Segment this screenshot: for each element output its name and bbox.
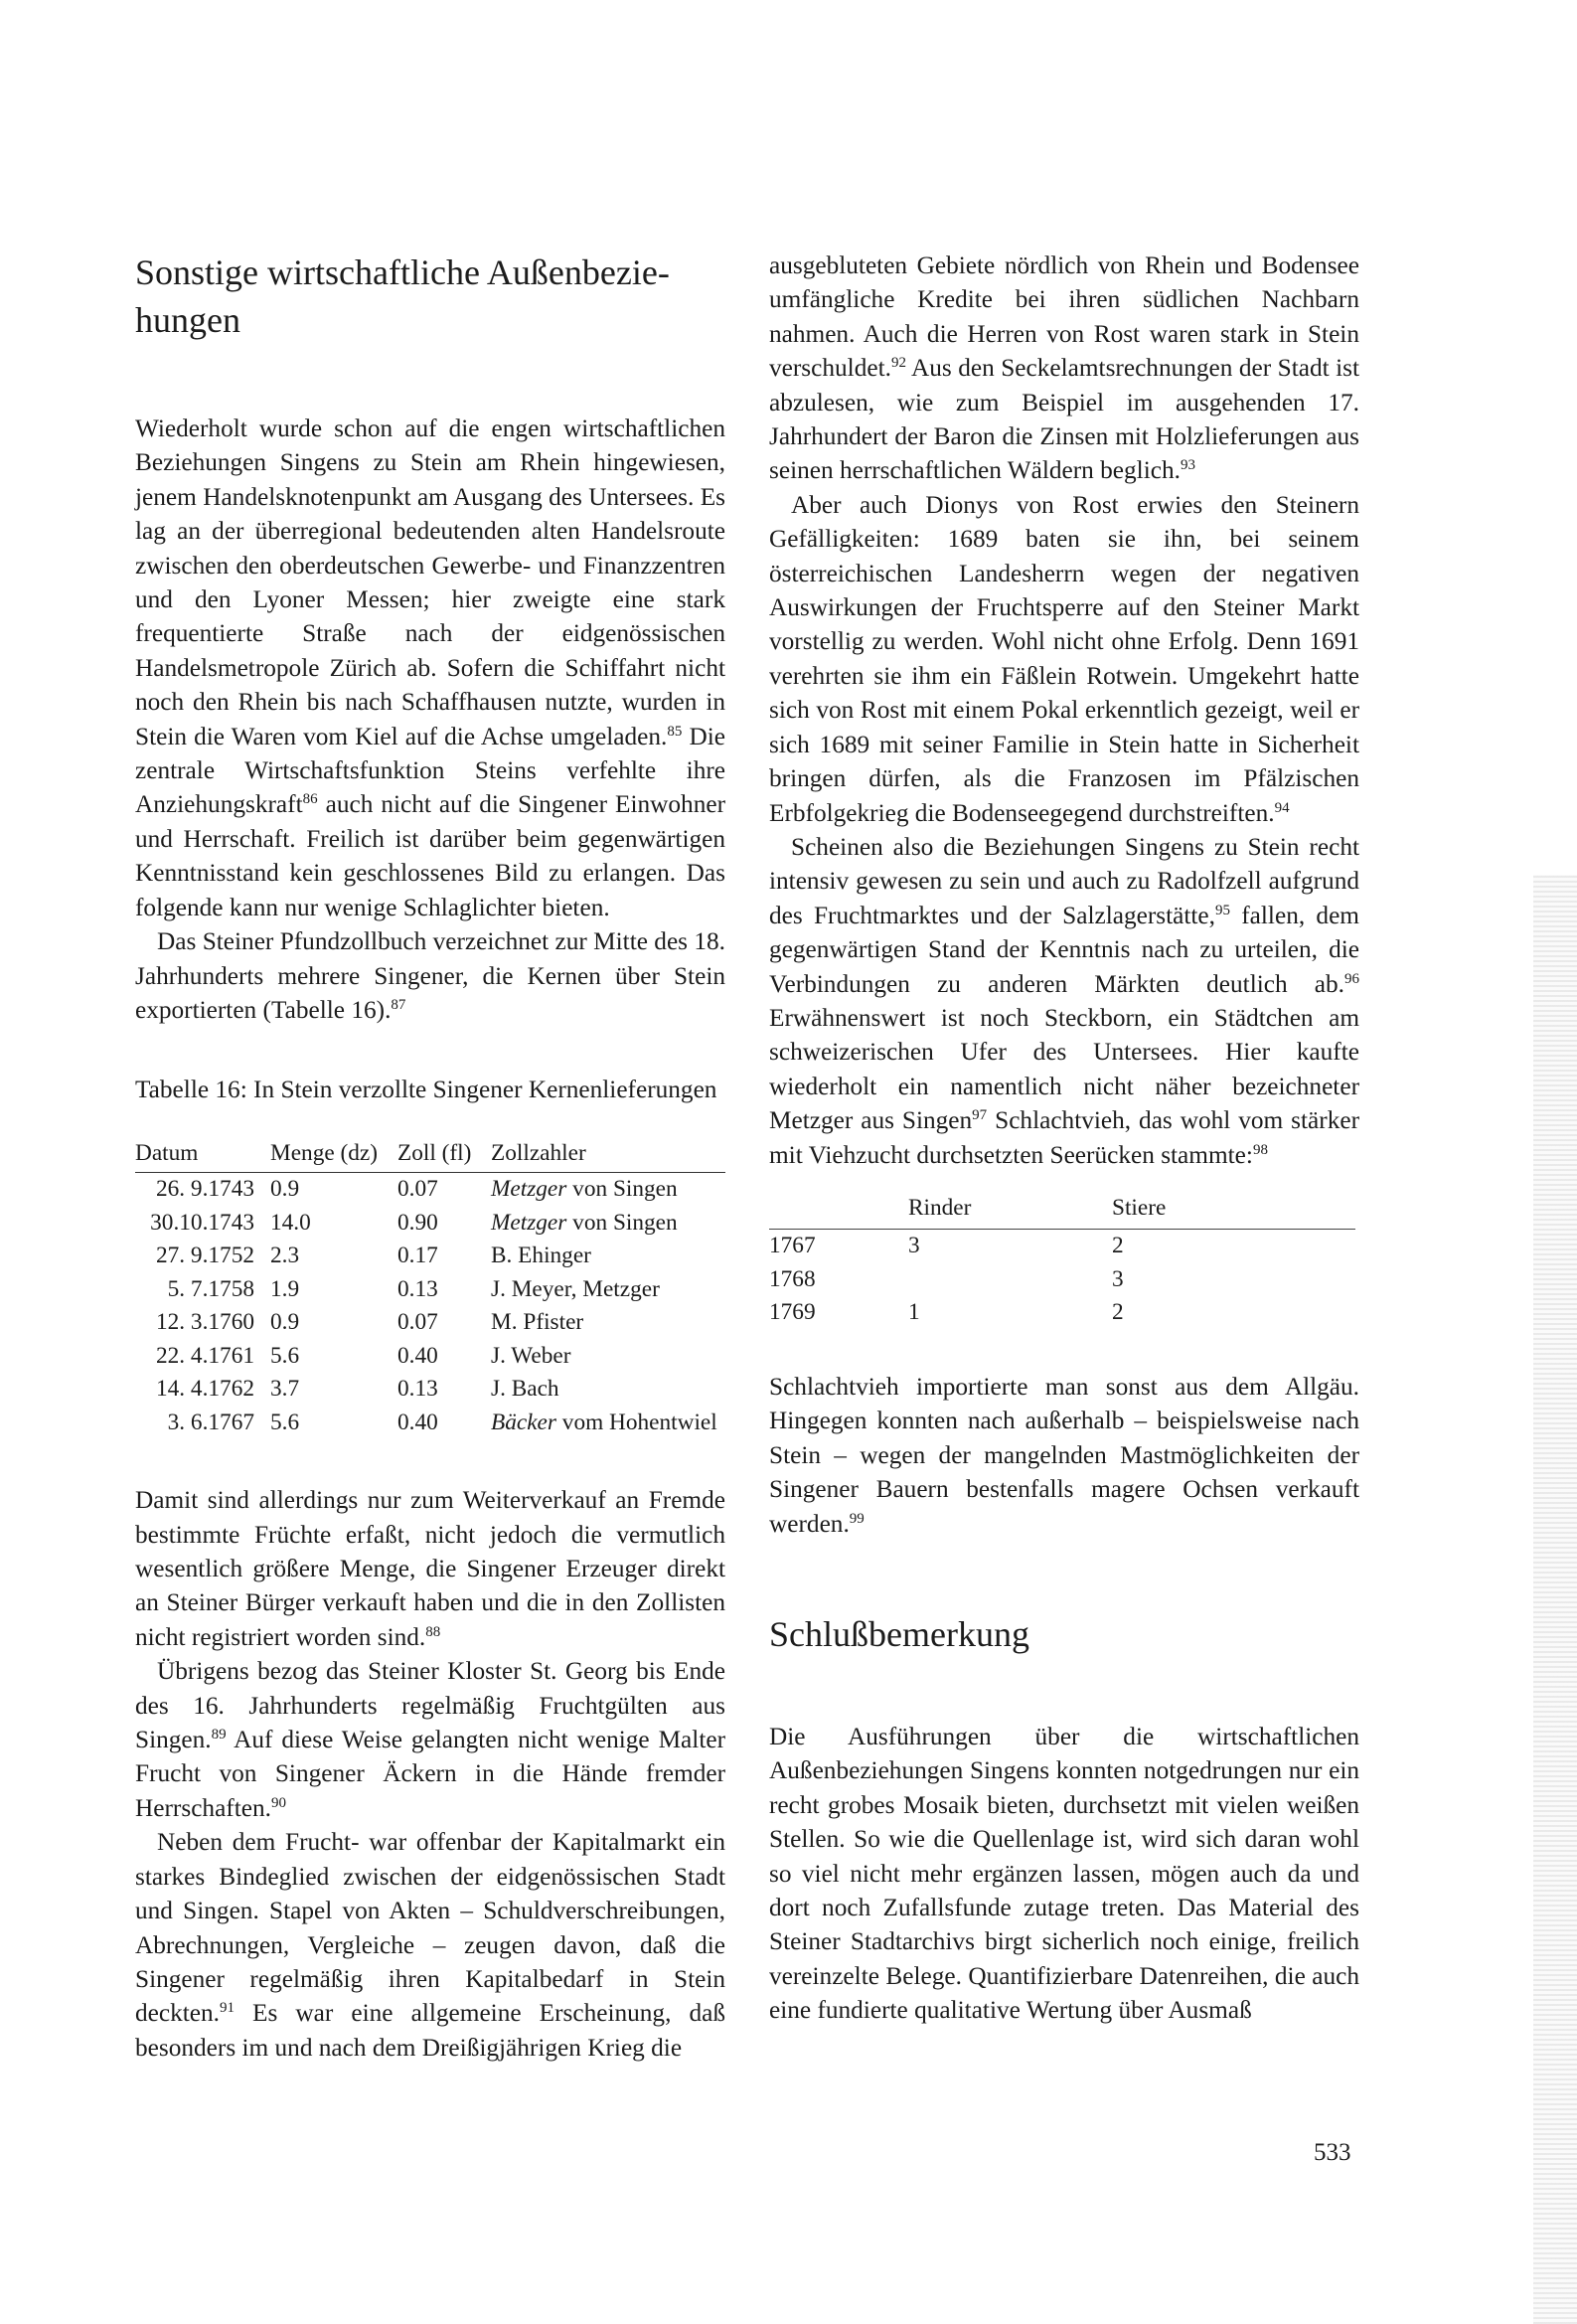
footnote-ref[interactable]: 88 bbox=[425, 1623, 441, 1640]
table-cell: 0.07 bbox=[397, 1309, 438, 1336]
table-cell bbox=[491, 1207, 725, 1241]
payer-name: von Singen bbox=[566, 1209, 678, 1236]
footnote-ref[interactable]: 90 bbox=[270, 1794, 286, 1811]
column-header: Datum bbox=[135, 1137, 264, 1173]
page-number: 533 bbox=[1314, 2139, 1351, 2166]
table-header-row bbox=[135, 1137, 725, 1173]
table-cell: 12. 3.1760 bbox=[155, 1309, 254, 1336]
occupation: Bäcker bbox=[491, 1409, 556, 1435]
section-heading: Schlußbemerkung bbox=[769, 1614, 1029, 1654]
table-row bbox=[135, 1340, 725, 1374]
payer-name: J. Meyer, Metzger bbox=[491, 1275, 660, 1302]
footnote-ref[interactable]: 97 bbox=[972, 1107, 988, 1124]
table-cell: 2 bbox=[1112, 1233, 1124, 1259]
table-cell bbox=[491, 1340, 725, 1374]
table-cell: 5. 7.1758 bbox=[167, 1275, 254, 1302]
paragraph: ausgebluteten Gebiete nördlich von Rhein und Bodensee umfängliche Kredite bei ihren südlichen Nachbarn nahmen. Auch die Herren von Rost waren stark in Stein verschuldet.$^{92}$ Aus den Seckelamtsrechnungen der Stadt ist abzulesen, wie zum Beispiel im ausgehenden 17. Jahrhundert der Baron die Zinsen mit Holzlieferungen aus seinen herrschaftlichen Wäldern beglich.$^{93}$ bbox=[769, 251, 1359, 485]
table-row bbox=[769, 1263, 1355, 1297]
payer-name: vom Hohentwiel bbox=[555, 1409, 717, 1435]
paragraph: Wiederholt wurde schon auf die engen wirtschaftlichen Beziehungen Singens zu Stein am Rhein hingewiesen, jenem Handelsknotenpunkt am Ausgang des Untersees. Es lag an der überregional bedeutenden alten Handelsroute zwischen den oberdeutschen Gewerbe- und Finanzzentren und den Lyoner Messen; hier zweigte eine stark frequentierte Straße nach der eidgenössischen Handelsmetropole Zürich ab. Sofern die Schiffahrt nicht noch den Rhein bis nach Schaffhausen nutzte, wurden in Stein die Waren vom Kiel auf die Achse umgeladen.$^{85}$ Die zentrale Wirtschaftsfunktion Steins verfehlte ihre Anziehungskraft$^{86}$ auch nicht auf die Singener Einwohner und Herrschaft. Freilich ist darüber beim gegenwärtigen Kenntnisstand kein geschlossenes Bild zu erlangen. Das folgende kann nur wenige Schlaglichter bieten. bbox=[135, 415, 725, 921]
table-cell bbox=[908, 1263, 1112, 1297]
table-caption: Tabelle 16: In Stein verzollte Singener Kernenlieferungen bbox=[135, 1076, 717, 1104]
table-cell bbox=[491, 1173, 725, 1207]
table-cell: 3.7 bbox=[270, 1376, 300, 1403]
table-row bbox=[135, 1273, 725, 1307]
payer-name: M. Pfister bbox=[491, 1309, 584, 1336]
cattle-table bbox=[769, 1192, 1355, 1330]
footnote-ref[interactable]: 94 bbox=[1274, 799, 1290, 816]
table-cell: 1 bbox=[908, 1299, 920, 1326]
table-row bbox=[135, 1306, 725, 1340]
paragraph: Aber auch Dionys von Rost erwies den Steinern Gefälligkeiten: 1689 baten sie ihn, bei seinem österreichischen Landesherrn wegen der negativen Auswirkungen der Fruchtsperre auf den Steiner Markt vorstellig zu werden. Wohl nicht ohne Erfolg. Denn 1691 verehrten sie ihm ein Fäßlein Rotwein. Umgekehrt hatte sich von Rost mit einem Pokal erkenntlich gezeigt, weil er sich 1689 mit seiner Familie in Stein hatte in Sicherheit bringen dürfen, als die Franzosen im Pfälzischen Erbfolgekrieg die Bodenseegegend durchstreiften.$^{94}$ bbox=[769, 490, 1359, 827]
table-row bbox=[135, 1173, 725, 1207]
footnote-ref[interactable]: 91 bbox=[219, 2000, 235, 2017]
table-cell bbox=[491, 1240, 725, 1273]
table-cell: 2 bbox=[1112, 1299, 1124, 1326]
table-cell: 2.3 bbox=[270, 1243, 300, 1269]
table-cell: 0.9 bbox=[270, 1309, 300, 1336]
table-cell bbox=[491, 1273, 725, 1307]
paragraph: Die Ausführungen über die wirtschaftlichen Außenbeziehungen Singens konnten notgedrungen nur ein recht grobes Mosaik bieten, durchsetzt mit vielen weißen Stellen. So wie die Quellenlage ist, wird sich daran wohl so viel nicht mehr ergänzen lassen, mögen auch da und dort noch Zufallsfunde zutage treten. Das Material des Steiner Stadtarchivs birgt sicherlich noch einige, freilich vereinzelte Belege. Quantifizierbare Datenreihen, die auch eine fundierte qualitative Wertung über Ausmaß bbox=[769, 1723, 1359, 2025]
table-cell: 14. 4.1762 bbox=[155, 1376, 254, 1403]
footnote-ref[interactable]: 93 bbox=[1180, 457, 1195, 474]
table-cell bbox=[491, 1373, 725, 1407]
left-column bbox=[135, 249, 725, 2065]
table-cell: 14.0 bbox=[270, 1209, 311, 1236]
column-header: Menge (dz) bbox=[264, 1137, 397, 1173]
paragraph: Scheinen also die Beziehungen Singens zu Stein recht intensiv gewesen zu sein und auch zu Radolfzell aufgrund des Fruchtmarktes und der Salzlagerstätte,$^{95}$ fallen, dem gegenwärtigen Stand der Kenntnis nach zu urteilen, die Verbindungen zu anderen Märkten deutlich ab.$^{96}$ Erwähnenswert ist noch Steckborn, ein Städtchen am schweizerischen Ufer des Untersees. Hier kaufte wiederholt ein namentlich nicht näher bezeichneter Metzger aus Singen$^{97}$ Schlachtvieh, das wohl vom stärker mit Viehzucht durchsetzten Seerücken stammte:$^{98}$ bbox=[769, 832, 1360, 1169]
table-cell: 26. 9.1743 bbox=[155, 1176, 254, 1203]
footnote-ref[interactable]: 86 bbox=[302, 791, 318, 808]
table-cell: 3. 6.1767 bbox=[167, 1409, 254, 1435]
footnote-ref[interactable]: 85 bbox=[667, 723, 683, 740]
payer-name: von Singen bbox=[566, 1176, 678, 1203]
paragraph: Damit sind allerdings nur zum Weiterverkauf an Fremde bestimmte Früchte erfaßt, nicht jedoch die vermutlich wesentlich größere Menge, die Singener Erzeuger direkt an Steiner Bürger verkauft haben und die in den Zollisten nicht registriert worden sind.$^{88}$ bbox=[135, 1486, 725, 1651]
column-header: Stiere bbox=[1112, 1192, 1355, 1230]
table-row bbox=[135, 1373, 725, 1407]
table-row bbox=[769, 1230, 1355, 1263]
table-cell: 3 bbox=[1112, 1265, 1124, 1292]
table-cell: 0.9 bbox=[270, 1176, 300, 1203]
payer-name: B. Ehinger bbox=[491, 1243, 591, 1269]
table-cell: 3 bbox=[908, 1233, 920, 1259]
column-header bbox=[769, 1192, 908, 1230]
table-row bbox=[135, 1240, 725, 1273]
table-16 bbox=[135, 1137, 725, 1440]
table-cell: 27. 9.1752 bbox=[155, 1243, 254, 1269]
payer-name: J. Weber bbox=[491, 1342, 571, 1369]
table-cell: 5.6 bbox=[270, 1342, 300, 1369]
section-heading: Sonstige wirtschaftliche Außenbezie- hungen bbox=[135, 252, 670, 340]
table-cell: 1767 bbox=[769, 1233, 816, 1259]
paragraph: Neben dem Frucht- war offenbar der Kapitalmarkt ein starkes Bindeglied zwischen der eidgenössischen Stadt und Singen. Stapel von Akten – Schuldverschreibungen, Abrechnungen, Vergleiche – zeugen davon, daß die Singener regelmäßig ihren Kapitalbedarf in Stein deckten.$^{91}$ Es war eine allgemeine Erscheinung, daß besonders im und nach dem Dreißigjährigen Krieg die bbox=[135, 1828, 725, 2062]
footnote-ref[interactable]: 96 bbox=[1344, 970, 1359, 987]
table-cell: 30.10.1743 bbox=[150, 1209, 254, 1236]
payer-name: J. Bach bbox=[491, 1376, 559, 1403]
paragraph: Das Steiner Pfundzollbuch verzeichnet zur Mitte des 18. Jahrhunderts mehrere Singener, die Kernen über Stein exportierten (Tabelle 16).$^{87}$ bbox=[135, 927, 725, 1024]
table-cell: 0.07 bbox=[397, 1176, 438, 1203]
table-cell: 1.9 bbox=[270, 1275, 300, 1302]
table-cell: 1768 bbox=[769, 1265, 816, 1292]
paragraph: Übrigens bezog das Steiner Kloster St. Georg bis Ende des 16. Jahrhunderts regelmäßig Fruchtgülten aus Singen.$^{89}$ Auf diese Weise gelangten nicht wenige Malter Frucht von Singener Äckern in die Hände fremder Herrschaften.$^{90}$ bbox=[135, 1657, 725, 1822]
table-cell: 0.40 bbox=[397, 1409, 438, 1435]
column-header: Rinder bbox=[908, 1192, 1112, 1230]
footnote-ref[interactable]: 92 bbox=[890, 355, 906, 372]
paragraph: Schlachtvieh importierte man sonst aus dem Allgäu. Hingegen konnten nach außerhalb – beispielsweise nach Stein – wegen der mangelnden Mastmöglichkeiten der Singener Bauern bestenfalls magere Ochsen verkauft werden.$^{99}$ bbox=[769, 1372, 1359, 1538]
table-cell: 5.6 bbox=[270, 1409, 300, 1435]
column-header: Zollzahler bbox=[491, 1137, 725, 1173]
table-cell: 0.17 bbox=[397, 1243, 438, 1269]
footnote-ref[interactable]: 98 bbox=[1252, 1141, 1268, 1158]
footnote-ref[interactable]: 87 bbox=[391, 996, 406, 1013]
occupation: Metzger bbox=[491, 1209, 567, 1236]
footnote-ref[interactable]: 99 bbox=[849, 1510, 865, 1527]
table-row bbox=[135, 1207, 725, 1241]
right-column bbox=[769, 249, 1359, 2028]
table-cell: 0.13 bbox=[397, 1376, 438, 1403]
table-cell bbox=[491, 1306, 725, 1340]
occupation: Metzger bbox=[491, 1176, 567, 1203]
scan-edge-noise bbox=[1533, 875, 1577, 2324]
table-cell: 22. 4.1761 bbox=[155, 1342, 254, 1369]
column-header: Zoll (fl) bbox=[397, 1137, 491, 1173]
footnote-ref[interactable]: 89 bbox=[211, 1727, 227, 1743]
table-cell: 0.13 bbox=[397, 1275, 438, 1302]
table-cell bbox=[491, 1407, 725, 1440]
table-cell: 0.90 bbox=[397, 1209, 438, 1236]
table-cell: 1769 bbox=[769, 1299, 816, 1326]
table-cell: 0.40 bbox=[397, 1342, 438, 1369]
table-row bbox=[135, 1407, 725, 1440]
table-row bbox=[769, 1296, 1355, 1330]
table-header-row bbox=[769, 1192, 1355, 1230]
footnote-ref[interactable]: 95 bbox=[1214, 902, 1230, 918]
